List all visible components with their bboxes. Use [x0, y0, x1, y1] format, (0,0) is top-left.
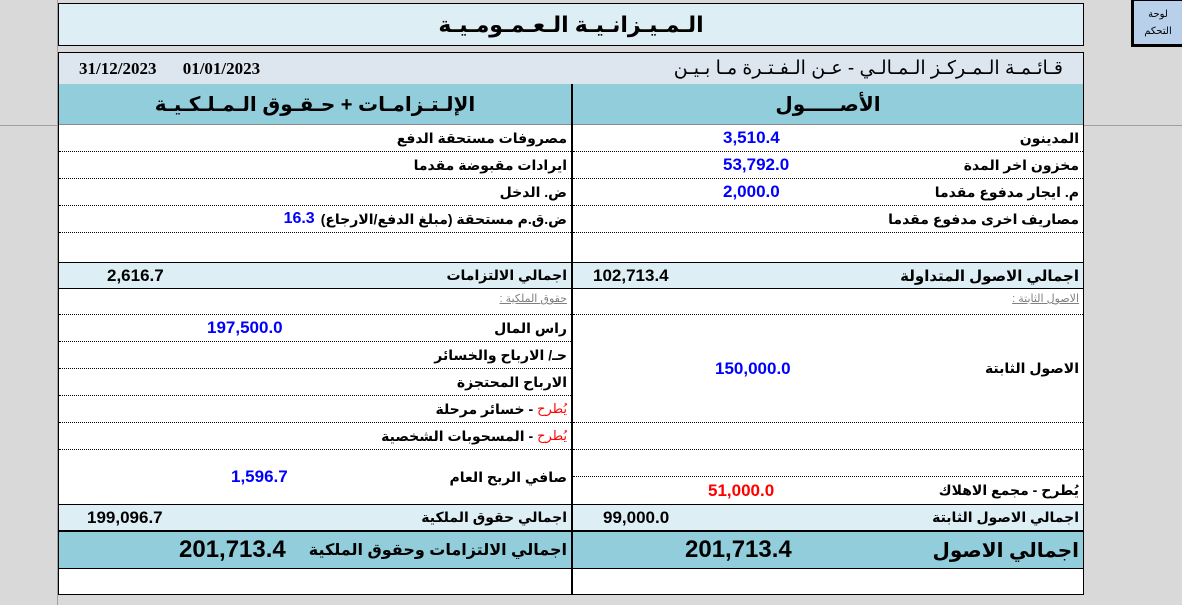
- fixed-assets-section-label: الاصول الثابتة :: [1012, 293, 1079, 305]
- equity-row[interactable]: [59, 423, 571, 450]
- asset-row[interactable]: [573, 152, 1083, 179]
- asset-label: المدينون: [1019, 129, 1079, 146]
- sheet-title-text: الـمـيـزانـيـة الـعـمـومـيـة: [438, 11, 704, 37]
- asset-row[interactable]: [573, 206, 1083, 233]
- equity-row[interactable]: [59, 396, 571, 423]
- equity-label: حـ/ الارباح والخسائر: [434, 346, 567, 363]
- asset-label: مخزون اخر المدة: [963, 156, 1079, 173]
- liabilities-total-value: 2,616.7: [107, 265, 164, 285]
- gutter-gridline: [0, 125, 58, 126]
- equity-label: - المسحوبات الشخصية: [381, 427, 534, 444]
- equity-label-wrap: [381, 423, 567, 449]
- depreciation-label-wrap: [939, 477, 1079, 504]
- liability-label: مصروفات مستحقة الدفع: [396, 129, 567, 146]
- equity-section-label: حقوق الملكية :: [499, 293, 567, 305]
- equity-label: - خسائر مرحلة: [435, 400, 534, 417]
- asset-empty-row[interactable]: [573, 233, 1083, 262]
- depreciation-value[interactable]: 51,000.0: [708, 480, 775, 500]
- assets-column: [571, 84, 1084, 595]
- liabilities-header-text: الإلـتـزامـات + حـقـوق الـمـلـكـيـة: [154, 93, 476, 116]
- current-assets-total-label: اجمالي الاصول المتداولة: [900, 267, 1079, 285]
- assets-grand-total-label: اجمالي الاصول: [932, 539, 1079, 562]
- fixed-assets-value[interactable]: 150,000.0: [715, 358, 791, 378]
- current-assets-total-row: [573, 262, 1083, 289]
- row-header-gutter: [0, 0, 58, 605]
- asset-label: مصاريف اخرى مدفوع مقدما: [888, 210, 1079, 227]
- liability-row[interactable]: [59, 179, 571, 206]
- period-dates: [79, 59, 282, 79]
- depreciation-label: - مجمع الاهلاك: [938, 482, 1038, 498]
- net-profit-label: صافي الربح العام: [449, 468, 567, 485]
- fixed-assets-total-row: [573, 504, 1083, 531]
- liability-label: ض. الدخل: [499, 183, 567, 200]
- equity-label: الارباح المحتجزة: [456, 373, 567, 390]
- fixed-assets-row[interactable]: [573, 315, 1083, 423]
- liabilities-equity-grand-total-value: 201,713.4: [179, 536, 286, 563]
- asset-empty-row[interactable]: [573, 423, 1083, 450]
- equity-value[interactable]: 197,500.0: [207, 318, 283, 337]
- fixed-assets-section-row: [573, 289, 1083, 315]
- liabilities-total-label: اجمالي الالتزامات: [446, 267, 567, 283]
- period-bar: [58, 52, 1084, 84]
- liability-row[interactable]: [59, 125, 571, 152]
- control-panel-label: لوحة التحكم: [1144, 9, 1172, 37]
- vat-label-wrap: [284, 206, 567, 232]
- equity-total-row: [59, 504, 571, 531]
- asset-value[interactable]: 2,000.0: [723, 182, 780, 201]
- asset-row[interactable]: [573, 179, 1083, 206]
- period-from: 01/01/2023: [182, 58, 261, 78]
- asset-value[interactable]: 53,792.0: [723, 155, 790, 174]
- equity-label: راس المال: [494, 319, 567, 336]
- liabilities-equity-grand-total-row: [59, 531, 571, 569]
- vat-value[interactable]: 16.3: [283, 210, 315, 227]
- subtitle-text: قـائـمـة الـمـركـز الـمـالـي - عـن الـفـتـرة مـا بـيـن: [673, 58, 1063, 79]
- asset-label: م. ايجار مدفوع مقدما: [934, 183, 1079, 200]
- depreciation-row[interactable]: [573, 477, 1083, 504]
- asset-row[interactable]: [573, 125, 1083, 152]
- asset-value[interactable]: 3,510.4: [723, 128, 780, 147]
- liabilities-column: [58, 84, 571, 595]
- net-profit-value[interactable]: 1,596.7: [231, 467, 288, 486]
- asset-empty-row[interactable]: [573, 450, 1083, 477]
- equity-total-label: اجمالي حقوق الملكية: [421, 509, 567, 525]
- liabilities-header: [59, 84, 571, 125]
- fixed-assets-total-value: 99,000.0: [603, 507, 670, 527]
- fixed-assets-label: الاصول الثابتة: [984, 360, 1079, 376]
- liabilities-equity-grand-total-label: اجمالي الالتزامات وحقوق الملكية: [308, 542, 567, 559]
- liabilities-total-row: [59, 262, 571, 289]
- vat-label: ض.ق.م مستحقة (مبلغ الدفع/الارجاع): [320, 210, 567, 227]
- assets-header: [573, 84, 1083, 125]
- deduct-tag: يُطرح: [537, 401, 567, 416]
- control-panel-button[interactable]: [1131, 0, 1182, 47]
- vat-payable-row[interactable]: [59, 206, 571, 233]
- net-profit-row[interactable]: [59, 450, 571, 504]
- assets-header-text: الأصـــــول: [775, 93, 881, 116]
- equity-total-value: 199,096.7: [87, 507, 163, 527]
- equity-section-row: [59, 289, 571, 315]
- fixed-assets-total-label: اجمالي الاصول الثابتة: [932, 509, 1079, 525]
- assets-grand-total-row: [573, 531, 1083, 569]
- deduct-tag: يُطرح: [1041, 482, 1079, 498]
- equity-row[interactable]: [59, 342, 571, 369]
- sheet-title: [58, 3, 1084, 46]
- liability-label: ايرادات مقبوضة مقدما: [413, 156, 567, 173]
- equity-row[interactable]: [59, 369, 571, 396]
- period-to: 31/12/2023: [79, 58, 157, 78]
- gutter-gridline: [1084, 125, 1182, 126]
- liability-row[interactable]: [59, 152, 571, 179]
- equity-label-wrap: [435, 396, 567, 422]
- liability-empty-row[interactable]: [59, 233, 571, 262]
- deduct-tag: يُطرح: [537, 428, 567, 443]
- equity-row[interactable]: [59, 315, 571, 342]
- current-assets-total-value: 102,713.4: [593, 265, 669, 285]
- assets-grand-total-value: 201,713.4: [685, 536, 792, 563]
